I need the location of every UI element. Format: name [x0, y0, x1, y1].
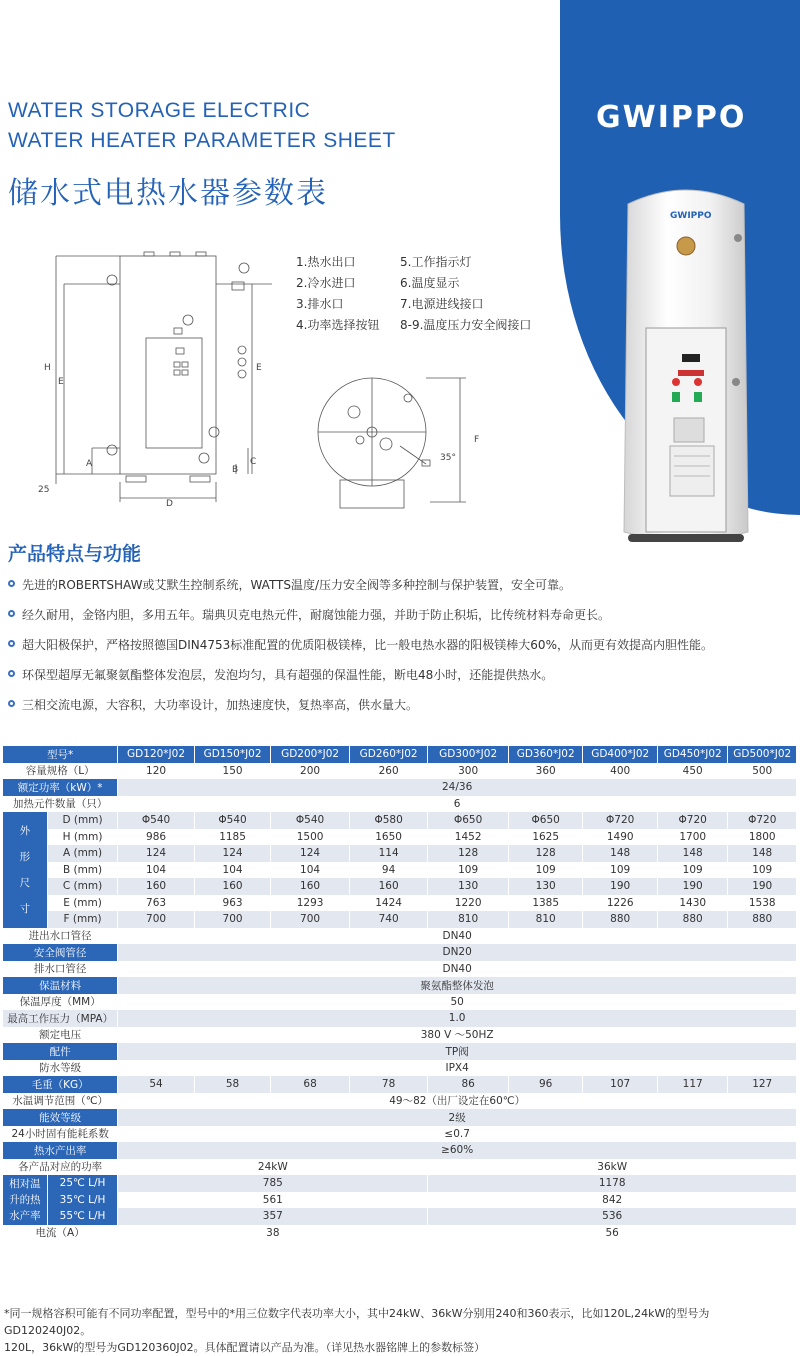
- table-header-cell: GD120*J02: [118, 746, 195, 763]
- table-cell: 200: [271, 763, 350, 780]
- table-cell: 58: [194, 1076, 271, 1093]
- table-cell: 109: [583, 862, 658, 879]
- legend-item: 8-9.温度压力安全阀接口: [400, 318, 532, 332]
- table-cell: 49～82（出厂设定在60℃）: [118, 1093, 797, 1110]
- table-cell: 1385: [508, 895, 583, 912]
- table-cell: 68: [271, 1076, 350, 1093]
- dims-group-char: 形: [19, 850, 31, 863]
- table-row: [3, 1175, 797, 1192]
- table-cell: 124: [194, 845, 271, 862]
- table-cell: 148: [728, 845, 797, 862]
- title-en-line1: WATER STORAGE ELECTRIC: [8, 99, 311, 122]
- table-row: [3, 1076, 797, 1093]
- technical-drawing-front: [36, 244, 300, 508]
- footnote: [4, 1305, 796, 1356]
- table-cell: 1650: [349, 829, 428, 846]
- features-list: [8, 574, 798, 724]
- table-cell: 114: [349, 845, 428, 862]
- table-cell: Φ650: [508, 812, 583, 829]
- table-row: [3, 928, 797, 945]
- dims-group-char: 尺: [19, 876, 31, 889]
- rate-group-line: 相对温: [9, 1177, 41, 1190]
- table-cell: 56: [428, 1225, 797, 1242]
- legend-item: 4.功率选择按钮: [296, 318, 380, 332]
- table-cell: 986: [118, 829, 195, 846]
- table-row: [3, 845, 797, 862]
- table-cell: 96: [508, 1076, 583, 1093]
- table-cell: 785: [118, 1175, 428, 1192]
- table-header-cell: 型号*: [3, 746, 118, 763]
- table-cell: 109: [508, 862, 583, 879]
- table-row: [3, 911, 797, 928]
- table-row: [3, 796, 797, 813]
- table-cell: 148: [657, 845, 727, 862]
- heater-brand-label: GWIPPO: [670, 211, 712, 221]
- row-label: 各产品对应的功率: [3, 1159, 118, 1176]
- table-header-cell: GD200*J02: [271, 746, 350, 763]
- table-cell: 700: [271, 911, 350, 928]
- rate-group-line: 升的热: [9, 1193, 41, 1206]
- table-row: [3, 1060, 797, 1077]
- row-label: 进出水口管径: [3, 928, 118, 945]
- table-row: [3, 1159, 797, 1176]
- table-cell: 聚氨酯整体发泡: [118, 977, 797, 994]
- table-cell: 160: [118, 878, 195, 895]
- table-cell: 763: [118, 895, 195, 912]
- table-cell: 740: [349, 911, 428, 928]
- row-label: A (mm): [47, 845, 117, 862]
- row-label: 额定电压: [3, 1027, 118, 1044]
- table-cell: 24/36: [118, 779, 797, 796]
- table-cell: Φ540: [118, 812, 195, 829]
- legend-item: 3.排水口: [296, 297, 344, 311]
- legend-item: 1.热水出口: [296, 255, 356, 269]
- table-cell: 500: [728, 763, 797, 780]
- table-cell: 150: [194, 763, 271, 780]
- table-cell: Φ720: [657, 812, 727, 829]
- table-cell: 160: [349, 878, 428, 895]
- features-title: 产品特点与功能: [8, 543, 142, 565]
- table-cell: 104: [194, 862, 271, 879]
- feature-item: [8, 574, 798, 604]
- table-row: [3, 878, 797, 895]
- table-cell: 810: [428, 911, 509, 928]
- table-cell: 1452: [428, 829, 509, 846]
- brand-logo: GWIPPO: [596, 100, 747, 135]
- table-cell: 94: [349, 862, 428, 879]
- table-cell: 86: [428, 1076, 509, 1093]
- table-cell: 128: [508, 845, 583, 862]
- feature-item: [8, 664, 798, 694]
- row-label: 毛重（KG）: [3, 1076, 118, 1093]
- legend-item: 6.温度显示: [400, 276, 460, 290]
- row-label: 35℃ L/H: [47, 1192, 117, 1209]
- table-cell: 78: [349, 1076, 428, 1093]
- table-row: [3, 1142, 797, 1159]
- table-row: [3, 1043, 797, 1060]
- table-cell: 54: [118, 1076, 195, 1093]
- table-cell: TP阀: [118, 1043, 797, 1060]
- table-cell: 107: [583, 1076, 658, 1093]
- table-cell: Φ580: [349, 812, 428, 829]
- table-row: [3, 1225, 797, 1242]
- dims-group-label: [3, 812, 47, 928]
- footnote-line1: *同一规格容积可能有不同功率配置，型号中的*用三位数字代表功率大小，其中24kW、36kW分别用240和360表示，比如120L,24kW的型号为GD120240J02。: [4, 1307, 710, 1337]
- row-label: 25℃ L/H: [47, 1175, 117, 1192]
- table-cell: 842: [428, 1192, 797, 1209]
- table-cell: 1625: [508, 829, 583, 846]
- table-cell: DN20: [118, 944, 797, 961]
- feature-item: [8, 634, 798, 664]
- table-cell: 109: [428, 862, 509, 879]
- diagram-legend: [296, 252, 531, 336]
- row-label: 24小时固有能耗系数: [3, 1126, 118, 1143]
- dims-group-char: 寸: [19, 902, 31, 915]
- table-cell: 1430: [657, 895, 727, 912]
- row-label: 加热元件数量（只）: [3, 796, 118, 813]
- row-label: 55℃ L/H: [47, 1208, 117, 1225]
- table-cell: 1800: [728, 829, 797, 846]
- table-cell: 260: [349, 763, 428, 780]
- feature-text: 三相交流电源，大容积，大功率设计，加热速度快，复热率高，供水量大。: [22, 698, 419, 712]
- table-cell: 190: [583, 878, 658, 895]
- table-cell: 24kW: [118, 1159, 428, 1176]
- table-row: [3, 829, 797, 846]
- table-row: [3, 763, 797, 780]
- footnote-line2: 120L，36kW的型号为GD120360J02。具体配置请以产品为准。（详见热水器铭牌上的参数标签）: [4, 1341, 486, 1354]
- table-cell: 1.0: [118, 1010, 797, 1027]
- table-cell: 128: [428, 845, 509, 862]
- row-label: E (mm): [47, 895, 117, 912]
- table-header-cell: GD150*J02: [194, 746, 271, 763]
- dim-label-d: D: [166, 499, 173, 508]
- row-label: F (mm): [47, 911, 117, 928]
- table-cell: 190: [657, 878, 727, 895]
- table-row: [3, 1010, 797, 1027]
- table-cell: 1538: [728, 895, 797, 912]
- table-cell: 450: [657, 763, 727, 780]
- table-cell: 700: [194, 911, 271, 928]
- row-label: 防水等级: [3, 1060, 118, 1077]
- table-cell: ≤0.7: [118, 1126, 797, 1143]
- rate-group-label: [3, 1175, 47, 1225]
- table-cell: 130: [428, 878, 509, 895]
- table-row: [3, 895, 797, 912]
- table-cell: 109: [657, 862, 727, 879]
- row-label: 最高工作压力（MPA）: [3, 1010, 118, 1027]
- dim-label-e-left: E: [58, 377, 64, 387]
- table-row: [3, 944, 797, 961]
- table-cell: 2级: [118, 1109, 797, 1126]
- row-label: 安全阀管径: [3, 944, 118, 961]
- table-cell: ≥60%: [118, 1142, 797, 1159]
- dim-label-c: C: [250, 457, 257, 467]
- feature-text: 环保型超厚无氟聚氨酯整体发泡层，发泡均匀，具有超强的保温性能，断电48小时，还能提供热水。: [22, 668, 554, 682]
- table-cell: 700: [118, 911, 195, 928]
- table-row: [3, 1208, 797, 1225]
- title-chinese: 储水式电热水器参数表: [8, 176, 328, 211]
- row-label: 水温调节范围（℃）: [3, 1093, 118, 1110]
- table-cell: 124: [118, 845, 195, 862]
- table-cell: DN40: [118, 961, 797, 978]
- table-cell: 380 V ～50HZ: [118, 1027, 797, 1044]
- feature-text: 先进的ROBERTSHAW或艾默生控制系统，WATTS温度/压力安全阀等多种控制与保护装置，安全可靠。: [22, 578, 572, 592]
- table-cell: 1500: [271, 829, 350, 846]
- row-label: D (mm): [47, 812, 117, 829]
- table-cell: Φ720: [728, 812, 797, 829]
- row-label: C (mm): [47, 878, 117, 895]
- table-cell: 148: [583, 845, 658, 862]
- table-cell: 124: [271, 845, 350, 862]
- table-header-cell: GD260*J02: [349, 746, 428, 763]
- table-cell: Φ720: [583, 812, 658, 829]
- legend-item: 7.电源进线接口: [400, 297, 484, 311]
- table-header-cell: GD360*J02: [508, 746, 583, 763]
- table-cell: 1490: [583, 829, 658, 846]
- table-cell: 1220: [428, 895, 509, 912]
- title-en-line2: WATER HEATER PARAMETER SHEET: [8, 129, 396, 152]
- table-cell: 6: [118, 796, 797, 813]
- table-row: [3, 961, 797, 978]
- dim-label-angle: 35°: [440, 453, 456, 463]
- table-header-cell: GD400*J02: [583, 746, 658, 763]
- row-label: 额定功率（kW）*: [3, 779, 118, 796]
- table-row: [3, 779, 797, 796]
- table-cell: 104: [271, 862, 350, 879]
- table-cell: 1424: [349, 895, 428, 912]
- table-row: [3, 1126, 797, 1143]
- table-header-cell: GD300*J02: [428, 746, 509, 763]
- dims-group-char: 外: [19, 824, 31, 837]
- table-cell: 190: [728, 878, 797, 895]
- dim-label-h: H: [44, 363, 51, 373]
- bullet-icon: [8, 670, 15, 677]
- table-row: [3, 1093, 797, 1110]
- table-cell: 120: [118, 763, 195, 780]
- row-label: 排水口管径: [3, 961, 118, 978]
- feature-text: 超大阳极保护，严格按照德国DIN4753标准配置的优质阳极镁棒，比一般电热水器的阳极镁棒大60%，从而更有效提高内胆性能。: [22, 638, 713, 652]
- bullet-icon: [8, 640, 15, 647]
- table-cell: 1185: [194, 829, 271, 846]
- table-cell: 357: [118, 1208, 428, 1225]
- table-row: [3, 1027, 797, 1044]
- table-row: [3, 746, 797, 763]
- table-cell: Φ540: [271, 812, 350, 829]
- parameter-table: [3, 746, 797, 1241]
- title-english: [8, 96, 396, 156]
- table-cell: 810: [508, 911, 583, 928]
- bullet-icon: [8, 610, 15, 617]
- rate-group-line: 水产率: [9, 1209, 41, 1222]
- legend-item: 2.冷水进口: [296, 276, 356, 290]
- table-row: [3, 977, 797, 994]
- table-row: [3, 1109, 797, 1126]
- table-cell: 400: [583, 763, 658, 780]
- table-cell: 1178: [428, 1175, 797, 1192]
- table-cell: 1226: [583, 895, 658, 912]
- bullet-icon: [8, 580, 15, 587]
- dim-label-b: B: [232, 465, 239, 475]
- table-row: [3, 812, 797, 829]
- table-cell: Φ650: [428, 812, 509, 829]
- table-cell: 160: [194, 878, 271, 895]
- table-cell: 38: [118, 1225, 428, 1242]
- dim-label-f: F: [474, 435, 480, 445]
- row-label: B (mm): [47, 862, 117, 879]
- technical-drawing-top: [306, 370, 502, 510]
- row-label: 电流（A）: [3, 1225, 118, 1242]
- legend-item: 5.工作指示灯: [400, 255, 472, 269]
- dim-label-a: A: [86, 459, 93, 469]
- table-header-cell: GD500*J02: [728, 746, 797, 763]
- table-cell: 963: [194, 895, 271, 912]
- table-header-cell: GD450*J02: [657, 746, 727, 763]
- table-cell: 300: [428, 763, 509, 780]
- row-label: 热水产出率: [3, 1142, 118, 1159]
- row-label: 保温材料: [3, 977, 118, 994]
- table-cell: 127: [728, 1076, 797, 1093]
- water-heater-image: [622, 182, 750, 542]
- table-cell: DN40: [118, 928, 797, 945]
- dim-label-e-right: E: [256, 363, 262, 373]
- table-cell: 880: [728, 911, 797, 928]
- table-cell: 130: [508, 878, 583, 895]
- table-cell: 561: [118, 1192, 428, 1209]
- table-row: [3, 862, 797, 879]
- row-label: 能效等级: [3, 1109, 118, 1126]
- table-cell: IPX4: [118, 1060, 797, 1077]
- table-cell: 117: [657, 1076, 727, 1093]
- table-cell: 1700: [657, 829, 727, 846]
- table-cell: 880: [657, 911, 727, 928]
- row-label: H (mm): [47, 829, 117, 846]
- table-cell: 36kW: [428, 1159, 797, 1176]
- feature-item: [8, 694, 798, 724]
- table-cell: Φ540: [194, 812, 271, 829]
- bullet-icon: [8, 700, 15, 707]
- table-cell: 1293: [271, 895, 350, 912]
- table-cell: 360: [508, 763, 583, 780]
- table-cell: 160: [271, 878, 350, 895]
- table-row: [3, 994, 797, 1011]
- row-label: 配件: [3, 1043, 118, 1060]
- feature-item: [8, 604, 798, 634]
- table-cell: 536: [428, 1208, 797, 1225]
- row-label: 保温厚度（MM）: [3, 994, 118, 1011]
- table-cell: 109: [728, 862, 797, 879]
- row-label: 容量规格（L）: [3, 763, 118, 780]
- table-cell: 880: [583, 911, 658, 928]
- table-cell: 50: [118, 994, 797, 1011]
- table-cell: 104: [118, 862, 195, 879]
- feature-text: 经久耐用，金铬内胆，多用五年。瑞典贝克电热元件，耐腐蚀能力强，并助于防止积垢，比传统材料寿命更长。: [22, 608, 611, 622]
- dim-label-25: 25: [38, 485, 50, 495]
- table-row: [3, 1192, 797, 1209]
